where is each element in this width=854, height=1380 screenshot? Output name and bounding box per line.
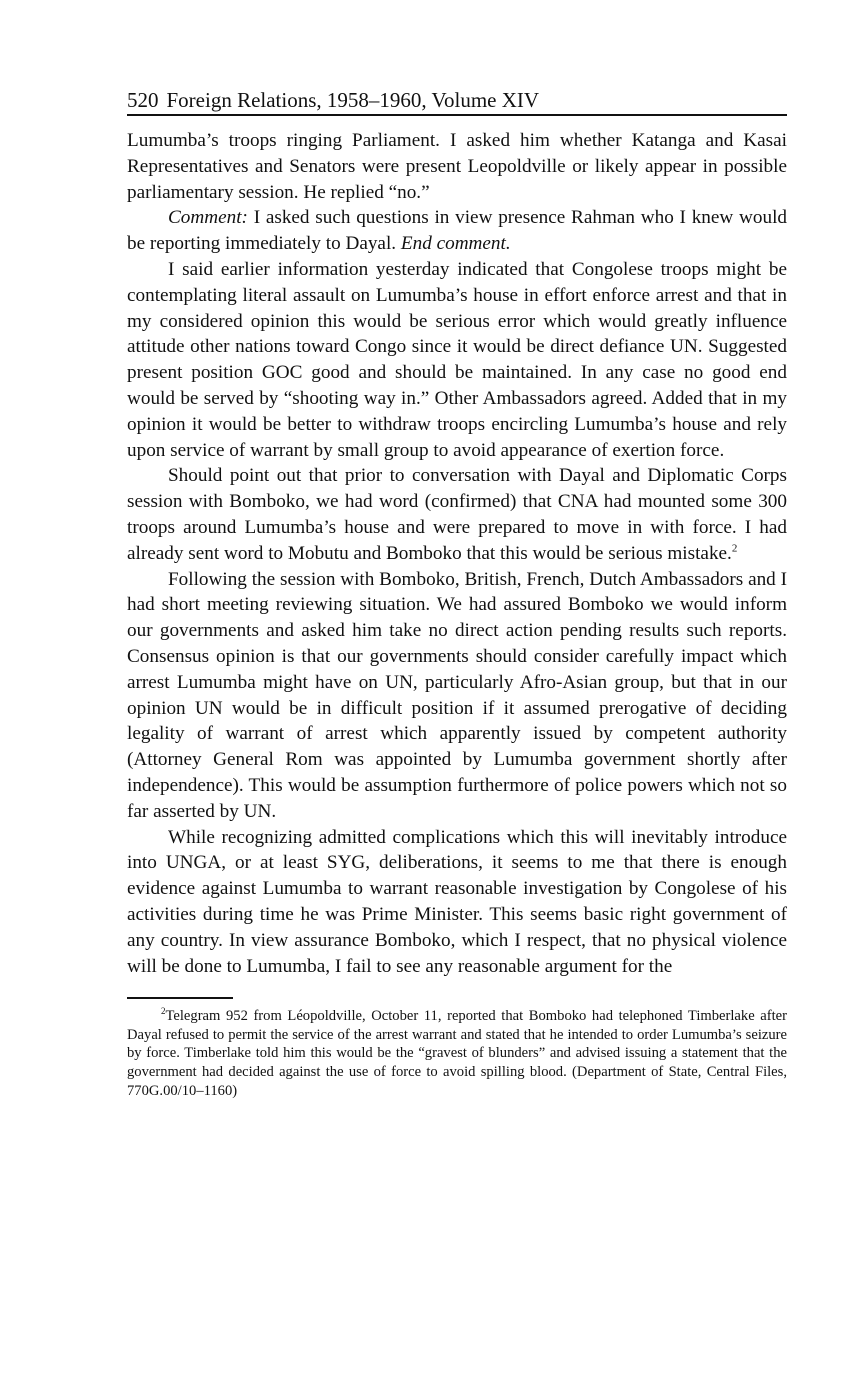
page-number: 520 [127, 88, 159, 112]
paragraph-2 [127, 205, 787, 257]
comment-label: Comment: [168, 207, 248, 229]
paragraph-5: Following the session with Bomboko, British, French, Dutch Ambassadors and I had short meeting reviewing situation. We had assured Bomboko we would inform our governments and asked him take no direct action pending results such reports. Consensus opinion is that our governments should consider carefully impact which arrest Lumumba might have on UN, particularly Afro-Asian group, but that in our opinion UN would be in difficult position if it assumed prerogative of deciding legality of warrant of arrest which apparently issued by competent authority (Attorney General Rom was appointed by Lumumba government shortly after independence). This would be assumption furthermore of police powers which not so far asserted by UN. [127, 568, 787, 822]
footnote-text: Telegram 952 from Léopoldville, October 11, reported that Bomboko had telephoned Timberlake after Dayal refused to permit the service of the arrest warrant and stated that he intended to order Lumumba’s seizure by force. Timberlake told him this would be the “gravest of blunders” and advised issuing a statement that the government had decided against the use of force to avoid spilling blood. (Department of State, Central Files, 770G.00/10–1160) [127, 1008, 787, 1099]
running-title: Foreign Relations, 1958–1960, Volume XIV [166, 88, 540, 112]
paragraph-4-text: Should point out that prior to conversation with Dayal and Diplomatic Corps session with Bomboko, we had word (confirmed) that CNA had mounted some 300 troops around Lumumba’s house and were prepared to move in with force. I had already sent word to Mobutu and Bomboko that this would be serious mistake. [127, 465, 787, 564]
paragraph-4 [127, 463, 787, 566]
footnote-rule [127, 997, 233, 999]
comment-text: I asked such questions in view presence Rahman who I knew would be reporting immediately to Dayal. [127, 207, 787, 255]
end-comment-label: End comment. [400, 233, 511, 255]
document-page [127, 86, 787, 1100]
running-head [127, 86, 787, 116]
paragraph-1: Lumumba’s troops ringing Parliament. I asked him whether Katanga and Kasai Representatives and Senators were present Leopoldville or likely appear in possible parliamentary session. He replied “no.” [127, 130, 787, 203]
body-text [127, 128, 787, 979]
paragraph-6: While recognizing admitted complications which this will inevitably introduce into UNGA, or at least SYG, deliberations, it seems to me that there is enough evidence against Lumumba to warrant reasonable investigation by Congolese of his activities during time he was Prime Minister. This seems basic right government of any country. In view assurance Bomboko, which I respect, that no physical violence will be done to Lumumba, I fail to see any reasonable argument for the [127, 826, 787, 977]
paragraph-3: I said earlier information yesterday indicated that Congolese troops might be contemplating literal assault on Lumumba’s house in effort enforce arrest and that in my considered opinion this would be serious error which would greatly influence attitude other nations toward Congo since it would be direct defiance UN. Suggested present position GOC good and should be maintained. In any case no good end would be served by “shooting way in.” Other Ambassadors agreed. Added that in my opinion it would be better to withdraw troops encircling Lumumba’s house and rely upon service of warrant by small group to avoid appearance of exertion force. [127, 258, 787, 461]
footnote-number: 2 [161, 1006, 166, 1017]
footnote-reference: 2 [731, 542, 738, 555]
footnote [127, 1007, 787, 1100]
